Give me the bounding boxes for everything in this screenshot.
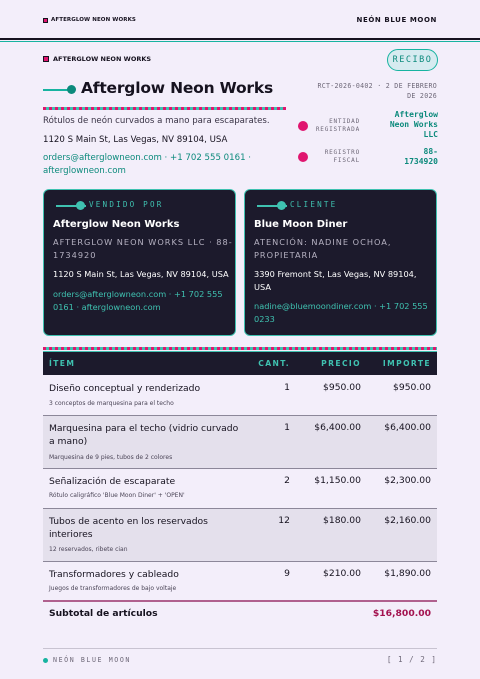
table-header xyxy=(43,351,437,375)
row-quantity: 2 xyxy=(284,475,290,486)
column-header-item: ÍTEM xyxy=(49,359,76,368)
topbar-right-label: NEÓN BLUE MOON xyxy=(356,16,437,24)
document-number xyxy=(287,81,437,101)
subtotal-value: $16,800.00 xyxy=(372,608,431,619)
row-amount: $1,890.00 xyxy=(384,568,431,579)
row-quantity: 1 xyxy=(284,422,290,433)
footer-brand xyxy=(43,656,131,664)
seller-legal: AFTERGLOW NEON WORKS LLC · 88-1734920 xyxy=(53,237,233,260)
title-dot-icon xyxy=(67,85,76,94)
row-detail: Juegos de transformadores de bajo voltaje xyxy=(49,585,177,592)
row-quantity: 9 xyxy=(284,568,290,579)
registered-entity-label xyxy=(308,118,360,134)
contact-line: afterglowneon.com xyxy=(43,166,126,176)
row-amount: $2,300.00 xyxy=(384,475,431,486)
document-date-line: DE 2026 xyxy=(407,92,437,100)
company-address: 1120 S Main St, Las Vegas, NV 89104, USA xyxy=(43,135,228,145)
tax-id-value xyxy=(378,147,438,167)
page-title: Afterglow Neon Works xyxy=(81,79,274,97)
row-description: Diseño conceptual y renderizado xyxy=(49,383,201,394)
teal-dot-icon xyxy=(43,658,48,663)
table-row xyxy=(43,469,437,509)
subtotal-label: Subtotal de artículos xyxy=(49,608,158,619)
column-header-qty: CANT. xyxy=(258,359,290,368)
client-address: 3390 Fremont St, Las Vegas, NV 89104, USA xyxy=(254,269,417,292)
label-line: ENTIDAD xyxy=(329,118,360,125)
company-contact xyxy=(43,152,263,178)
row-detail: 3 conceptos de marquesina para el techo xyxy=(49,400,174,407)
row-amount: $950.00 xyxy=(393,382,431,393)
topbar-brand xyxy=(43,17,136,23)
row-price: $1,150.00 xyxy=(314,475,361,486)
registered-entity-value: Afterglow Neon Works LLC xyxy=(389,110,438,139)
footer-brand-label: NEÓN BLUE MOON xyxy=(53,656,131,664)
topbar-divider xyxy=(0,38,480,40)
row-quantity: 12 xyxy=(278,515,290,526)
contact-line: orders@afterglowneon.com · +1 702 555 0161 · xyxy=(43,153,252,163)
row-detail: Marquesina de 9 pies, tubos de 2 colores xyxy=(49,454,173,461)
brand-square-icon xyxy=(43,18,48,23)
row-quantity: 1 xyxy=(284,382,290,393)
table-row xyxy=(43,562,437,600)
label-line: FISCAL xyxy=(333,157,360,164)
subtotal-divider xyxy=(43,600,437,602)
seller-address: 1120 S Main St, Las Vegas, NV 89104, USA xyxy=(53,269,229,279)
row-price: $950.00 xyxy=(323,382,361,393)
pink-dot-icon xyxy=(298,152,308,162)
label-line: REGISTRADA xyxy=(315,126,360,133)
row-price: $180.00 xyxy=(323,515,361,526)
brand-square-icon xyxy=(43,56,49,62)
row-amount: $6,400.00 xyxy=(384,422,431,433)
table-row xyxy=(43,509,437,562)
teal-dot-icon xyxy=(76,201,85,210)
page-number: [ 1 / 2 ] xyxy=(386,655,437,664)
column-header-price: PRECIO xyxy=(321,359,361,368)
document-type-badge: RECIBO xyxy=(387,49,438,71)
seller-card xyxy=(43,189,236,336)
column-header-amount: IMPORTE xyxy=(382,359,431,368)
row-price: $210.00 xyxy=(323,568,361,579)
footer-divider xyxy=(43,648,437,649)
seller-card-label: VENDIDO POR xyxy=(89,200,164,209)
value-line: 88- xyxy=(423,147,438,156)
topbar-brand-label: AFTERGLOW NEON WORKS xyxy=(51,17,136,23)
seller-name: Afterglow Neon Works xyxy=(53,219,180,230)
tax-id-row xyxy=(296,147,438,175)
header-brand xyxy=(43,55,151,63)
title-underline xyxy=(43,107,286,110)
row-amount: $2,160.00 xyxy=(384,515,431,526)
row-detail: 12 reservados, ribete cian xyxy=(49,546,128,553)
title-block xyxy=(43,78,286,104)
client-contact: nadine@bluemoondiner.com · +1 702 555 0233 xyxy=(254,301,428,324)
row-description: Transformadores y cableado xyxy=(49,569,179,580)
pink-dot-icon xyxy=(298,121,308,131)
header-brand-label: AFTERGLOW NEON WORKS xyxy=(53,55,152,63)
client-attention: ATENCIÓN: NADINE OCHOA, PROPIETARIA xyxy=(254,237,392,260)
label-line: REGISTRO xyxy=(324,149,360,156)
table-row xyxy=(43,416,437,469)
top-bar xyxy=(0,0,480,42)
teal-dot-icon xyxy=(277,201,286,210)
table-top-border xyxy=(43,347,437,350)
row-description: Tubos de acento en los reservados interiores xyxy=(49,516,208,540)
client-name: Blue Moon Diner xyxy=(254,219,348,230)
row-detail: Rótulo caligráfico 'Blue Moon Diner' + 'OPEN' xyxy=(49,492,185,499)
client-card-label: CLIENTE xyxy=(290,200,338,209)
row-description: Señalización de escaparate xyxy=(49,476,176,487)
document-number-line: RCT-2026-0402 · 2 DE FEBRERO xyxy=(317,82,437,90)
seller-contact: orders@afterglowneon.com · +1 702 555 0161 · afterglowneon.com xyxy=(53,289,223,312)
tagline: Rótulos de neón curvados a mano para escaparates. xyxy=(43,116,270,126)
topbar-divider-accent xyxy=(0,41,480,42)
tax-id-label xyxy=(308,149,360,165)
table-row xyxy=(43,375,437,416)
value-line: 1734920 xyxy=(404,157,438,166)
row-description: Marquesina para el techo (vidrio curvado a mano) xyxy=(49,423,239,447)
registered-entity-row xyxy=(296,110,438,138)
client-card xyxy=(244,189,437,336)
row-price: $6,400.00 xyxy=(314,422,361,433)
